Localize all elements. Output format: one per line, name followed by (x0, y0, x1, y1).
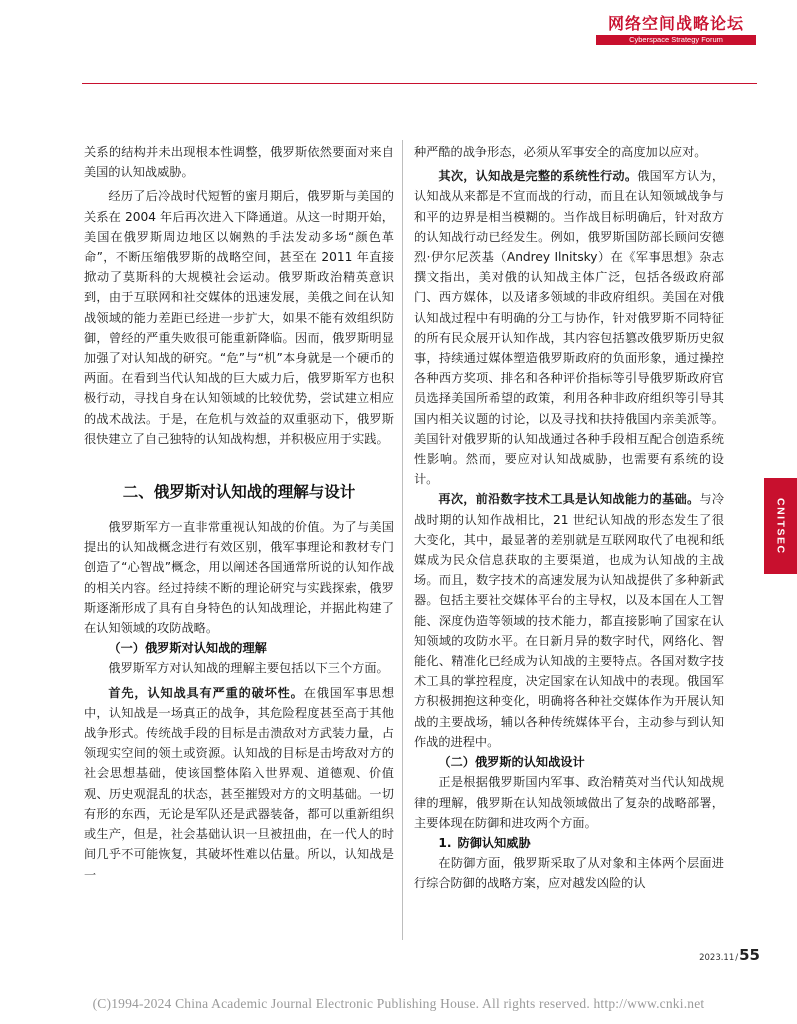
right-paragraph-2-body: 俄国军方认为，认知战从来都是不宣而战的行动，而且在认知领域战争与和平的边界是相当模糊的。当作战目标明确后，针对敌方的认知战行动已经发生。例如，俄罗斯国防部长顾问安德烈·伊尔尼茨基（Andrey Ilnitsky）在《军事思想》杂志撰文指出，美对俄的认知战主体广泛，包括各级政府部门、西方媒体，以及诸多领域的非政府组织。美国在对俄认知战过程中有明确的分工与协作，针对俄罗斯不同特征的所有民众展开认知作战，其内容包括篡改俄罗斯历史叙事，持续通过媒体塑造俄罗斯政府的负面形象，通过操控各种西方奖项、排名和各种评价指标等引导俄罗斯政府官员选择美国所希望的政策，利用各种非政府组织等引导其国内相关议题的讨论，以及寻找和扶持俄国内亲美派等。美国针对俄罗斯的认知战通过各种手段相互配合创造系统性影响。然而，要应对认知战威胁，也需要有系统的设计。 (414, 169, 725, 487)
journal-subtitle: Cyberspace Strategy Forum (596, 35, 756, 45)
journal-title: 网络空间战略论坛 (607, 14, 744, 33)
subsection-heading-2: （二）俄罗斯的认知战设计 (438, 755, 585, 770)
copyright-notice: (C)1994-2024 China Academic Journal Electronic Publishing House. All rights reserved. http://www.cnki.net (92, 996, 705, 1011)
right-paragraph-3-body: 与冷战时期的认知作战相比，21 世纪认知战的形态发生了很大变化，其中，最显著的差别就是互联网取代了电视和纸媒成为民众信息获取的主要渠道，也成为认知战的主战场。而且，数字技术的高速发展为认知战提供了多种新武器。包括主要社交媒体平台的主导权，以及本国在人工智能、深度伪造等领域的技术能力，都直接影响了国家在认知领域的攻防水平。在日新月异的数字时代，网络化、智能化、精准化已经成为认知战的主要特点。各国对数字技术工具的掌控程度，决定国家在认知战中的表现。俄国军方积极拥抱这种变化，明确将各种社交媒体作为开展认知战的主要战场，辅以各种传统媒体平台，主动参与到认知作战的进程中。 (414, 492, 725, 749)
right-paragraph-5: 在防御方面，俄罗斯采取了从对象和主体两个层面进行综合防御的战略方案，应对越发凶险的认 (414, 856, 724, 891)
header-rule (82, 83, 757, 84)
masthead (596, 14, 756, 45)
side-tab (764, 478, 797, 574)
subsection-heading-3 (414, 833, 724, 853)
right-paragraph-2-lead: 其次，认知战是完整的系统性行动。 (438, 169, 638, 184)
folio (660, 945, 760, 964)
issue-number: 2023.11 (699, 953, 735, 963)
right-paragraph-1: 种严酷的战争形态，必须从军事安全的高度加以应对。 (414, 145, 707, 159)
left-paragraph-2: 经历了后冷战时代短暂的蜜月期后，俄罗斯与美国的关系在 2004 年后再次进入下降通道。从这一时期开始，美国在俄罗斯周边地区以娴熟的手法发动多场“颜色革命”，不断压缩俄罗斯的战略空间，甚至在 2011 年直接掀动了莫斯科的大规模社会运动。俄罗斯政治精英意识到，由于互联网和社交媒体的迅速发展，美俄之间在认知战领域的能力差距已经进一步扩大，如果不能有效组织防御，曾经的严重失败很可能重新降临。因而，俄罗斯明显加强了对认知战的研究。“危”与“机”本身就是一个硬币的两面。在看到当代认知战的巨大威力后，俄罗斯军方也积极行动，寻找自身在认知领域的比较优势，尝试建立相应的战术战法。于是，在危机与效益的双重驱动下，俄罗斯很快建立了自己独特的认知战构想，并积极应用于实践。 (84, 189, 394, 446)
left-paragraph-5-body: 在俄国军事思想中，认知战是一场真正的战争，其危险程度甚至高于其他战争形式。传统战手段的目标是击溃敌对方武装力量，占领现实空间的领土或资源。认知战的目标是击垮敌对方的社会思想基础，使该国整体陷入世界观、道德观、价值观、历史观混乱的状态，甚至摧毁对方的文明基础。一切有形的东西，无论是军队还是武器装备，都可以重新组织或生产，但是，社会基础认识一旦被扭曲，在一代人的时间几乎不可能恢复，其破坏性难以估量。所以，认知战是一 (84, 685, 395, 882)
right-column (414, 142, 724, 894)
right-paragraph-3 (414, 489, 724, 752)
left-paragraph-1: 关系的结构并未出现根本性调整，俄罗斯依然要面对来自美国的认知战威胁。 (84, 145, 394, 180)
subsection-number: 1. (438, 835, 452, 850)
column-divider (402, 140, 403, 940)
right-paragraph-2 (414, 166, 724, 489)
left-paragraph-3: 俄罗斯军方一直非常重视认知战的价值。为了与美国提出的认知战概念进行有效区别，俄军事理论和教材专门创造了“心智战”概念，用以阐述各国通常所说的认知作战的相关内容。经过持续不断的理论研究与实践探索，俄罗斯逐渐形成了具有自身特色的认知战理论，并据此构建了在认知领域的攻防战略。 (84, 520, 394, 636)
subsection-title: 防御认知威胁 (457, 835, 531, 850)
page-number: 55 (739, 946, 760, 964)
left-column (84, 142, 394, 885)
right-paragraph-3-lead: 再次，前沿数字技术工具是认知战能力的基础。 (438, 492, 700, 507)
left-paragraph-4: 俄罗斯军方对认知战的理解主要包括以下三个方面。 (108, 661, 389, 676)
subsection-heading-1: （一）俄罗斯对认知战的理解 (108, 641, 267, 656)
right-paragraph-4: 正是根据俄罗斯国内军事、政治精英对当代认知战规律的理解，俄罗斯在认知战领域做出了复杂的战略部署，主要体现在防御和进攻两个方面。 (414, 775, 724, 830)
left-paragraph-5 (84, 683, 394, 885)
side-tab-label: CNITSEC (774, 497, 787, 555)
left-paragraph-5-lead: 首先，认知战具有严重的破坏性。 (108, 685, 304, 700)
section-heading: 二、俄罗斯对认知战的理解与设计 (122, 483, 356, 502)
folio-separator: / (735, 953, 739, 963)
